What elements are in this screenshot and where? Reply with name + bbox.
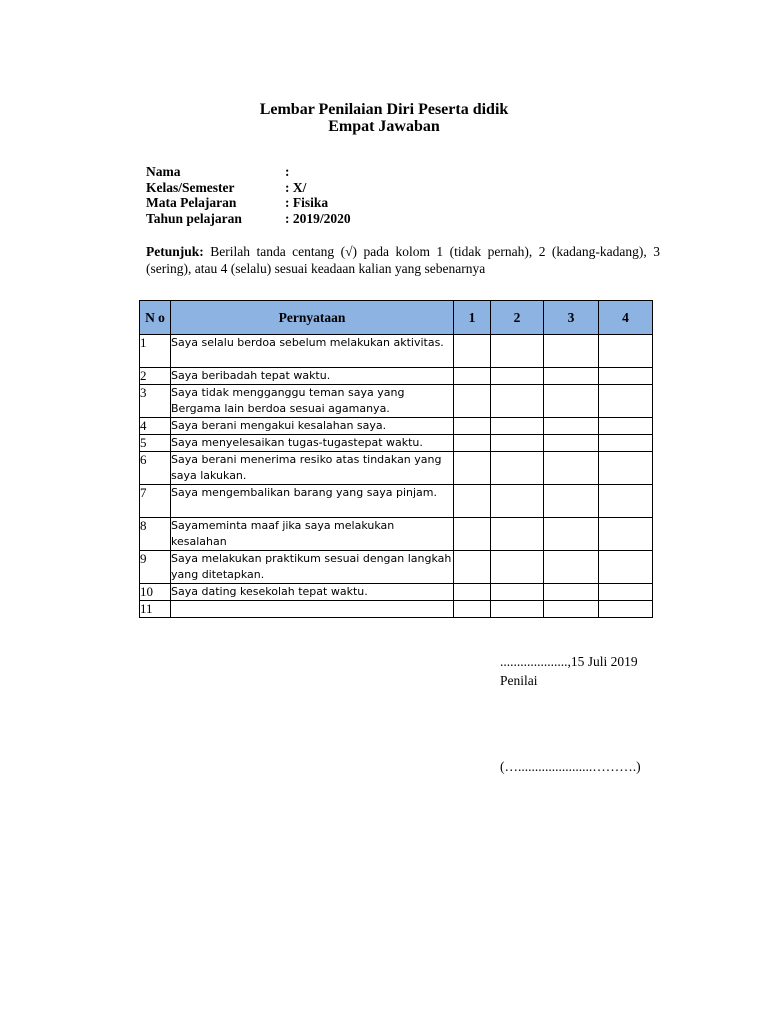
answer-cell-1[interactable] xyxy=(454,418,491,435)
answer-cell-2[interactable] xyxy=(491,518,544,551)
answer-cell-4[interactable] xyxy=(599,385,653,418)
answer-cell-1[interactable] xyxy=(454,485,491,518)
answer-cell-2[interactable] xyxy=(491,485,544,518)
answer-cell-2[interactable] xyxy=(491,418,544,435)
answer-cell-2[interactable] xyxy=(491,452,544,485)
header-col-2: 2 xyxy=(491,301,544,335)
answer-cell-1[interactable] xyxy=(454,601,491,618)
row-statement: Saya mengembalikan barang yang saya pinjam. xyxy=(171,485,454,518)
row-statement: Saya menyelesaikan tugas-tugastepat waktu. xyxy=(171,435,454,452)
answer-cell-3[interactable] xyxy=(544,601,599,618)
table-row xyxy=(140,551,653,584)
table-header-row xyxy=(140,301,653,335)
answer-cell-1[interactable] xyxy=(454,368,491,385)
table-row xyxy=(140,601,653,618)
answer-cell-4[interactable] xyxy=(599,335,653,368)
answer-cell-3[interactable] xyxy=(544,335,599,368)
signature-date: ....................,15 Juli 2019 xyxy=(500,654,638,669)
answer-cell-4[interactable] xyxy=(599,485,653,518)
answer-cell-4[interactable] xyxy=(599,551,653,584)
answer-cell-3[interactable] xyxy=(544,385,599,418)
answer-cell-1[interactable] xyxy=(454,518,491,551)
instructions xyxy=(146,243,660,277)
answer-cell-4[interactable] xyxy=(599,435,653,452)
info-value: : 2019/2020 xyxy=(285,210,351,226)
answer-cell-4[interactable] xyxy=(599,518,653,551)
table-row xyxy=(140,485,653,518)
row-statement: Saya berani menerima resiko atas tindakan yang saya lakukan. xyxy=(171,452,454,485)
table-row xyxy=(140,435,653,452)
answer-cell-3[interactable] xyxy=(544,418,599,435)
answer-cell-2[interactable] xyxy=(491,601,544,618)
answer-cell-1[interactable] xyxy=(454,385,491,418)
answer-cell-3[interactable] xyxy=(544,551,599,584)
row-statement: Saya dating kesekolah tepat waktu. xyxy=(171,584,454,601)
answer-cell-3[interactable] xyxy=(544,584,599,601)
row-number: 8 xyxy=(140,518,171,551)
answer-cell-2[interactable] xyxy=(491,385,544,418)
answer-cell-3[interactable] xyxy=(544,485,599,518)
row-statement: Saya tidak mengganggu teman saya yang Bergama lain berdoa sesuai agamanya. xyxy=(171,385,454,418)
row-number: 6 xyxy=(140,452,171,485)
table-body xyxy=(140,335,653,618)
answer-cell-3[interactable] xyxy=(544,518,599,551)
instructions-text: Berilah tanda centang (√) pada kolom 1 (tidak pernah), 2 (kadang-kadang), 3 (sering), atau 4 (selalu) sesuai keadaan kalian yang sebenarnya xyxy=(146,244,660,276)
identity-section xyxy=(146,164,351,226)
answer-cell-2[interactable] xyxy=(491,551,544,584)
answer-cell-4[interactable] xyxy=(599,418,653,435)
answer-cell-4[interactable] xyxy=(599,368,653,385)
info-value: : X/ xyxy=(285,179,307,195)
title-line-1: Lembar Penilaian Diri Peserta didik xyxy=(259,101,509,118)
info-row-tahun xyxy=(146,211,351,227)
answer-cell-3[interactable] xyxy=(544,368,599,385)
header-no: N o xyxy=(140,301,171,335)
row-number: 9 xyxy=(140,551,171,584)
row-number: 2 xyxy=(140,368,171,385)
answer-cell-1[interactable] xyxy=(454,435,491,452)
answer-cell-3[interactable] xyxy=(544,452,599,485)
info-row-kelas xyxy=(146,180,351,196)
info-label: Tahun pelajaran xyxy=(146,210,242,226)
answer-cell-2[interactable] xyxy=(491,335,544,368)
answer-cell-4[interactable] xyxy=(599,452,653,485)
row-number: 11 xyxy=(140,601,171,618)
row-statement: Saya beribadah tepat waktu. xyxy=(171,368,454,385)
answer-cell-2[interactable] xyxy=(491,368,544,385)
info-label: Nama xyxy=(146,164,181,179)
row-statement: Sayameminta maaf jika saya melakukan kesalahan xyxy=(171,518,454,551)
info-label: Mata Pelajaran xyxy=(146,195,237,210)
table-row xyxy=(140,518,653,551)
answer-cell-4[interactable] xyxy=(599,601,653,618)
answer-cell-2[interactable] xyxy=(491,435,544,452)
title-line-2: Empat Jawaban xyxy=(328,118,440,135)
table-row xyxy=(140,584,653,601)
row-number: 10 xyxy=(140,584,171,601)
signature-line: (…......................……….) xyxy=(500,759,641,774)
answer-cell-1[interactable] xyxy=(454,452,491,485)
info-row-nama xyxy=(146,164,351,180)
info-label: Kelas/Semester xyxy=(146,179,235,195)
answer-cell-1[interactable] xyxy=(454,335,491,368)
header-statement: Pernyataan xyxy=(171,301,454,335)
assessor-label: Penilai xyxy=(500,673,538,688)
table-row xyxy=(140,368,653,385)
row-number: 7 xyxy=(140,485,171,518)
answer-cell-3[interactable] xyxy=(544,435,599,452)
answer-cell-1[interactable] xyxy=(454,584,491,601)
table-row xyxy=(140,335,653,368)
answer-cell-2[interactable] xyxy=(491,584,544,601)
row-number: 4 xyxy=(140,418,171,435)
table-row xyxy=(140,452,653,485)
row-number: 1 xyxy=(140,335,171,368)
table-row xyxy=(140,418,653,435)
header-col-4: 4 xyxy=(599,301,653,335)
document-title xyxy=(0,101,768,135)
row-number: 3 xyxy=(140,385,171,418)
row-number: 5 xyxy=(140,435,171,452)
table-row xyxy=(140,385,653,418)
info-value: : Fisika xyxy=(285,195,329,210)
row-statement: Saya melakukan praktikum sesuai dengan langkah yang ditetapkan. xyxy=(171,551,454,584)
header-col-3: 3 xyxy=(544,301,599,335)
answer-cell-1[interactable] xyxy=(454,551,491,584)
header-col-1: 1 xyxy=(454,301,491,335)
answer-cell-4[interactable] xyxy=(599,584,653,601)
row-statement: Saya berani mengakui kesalahan saya. xyxy=(171,418,454,435)
info-row-mapel xyxy=(146,195,351,211)
instructions-label: Petunjuk: xyxy=(146,244,204,259)
row-statement xyxy=(171,601,454,618)
row-statement: Saya selalu berdoa sebelum melakukan aktivitas. xyxy=(171,335,454,368)
assessment-table xyxy=(139,300,653,618)
info-value: : xyxy=(285,164,290,179)
